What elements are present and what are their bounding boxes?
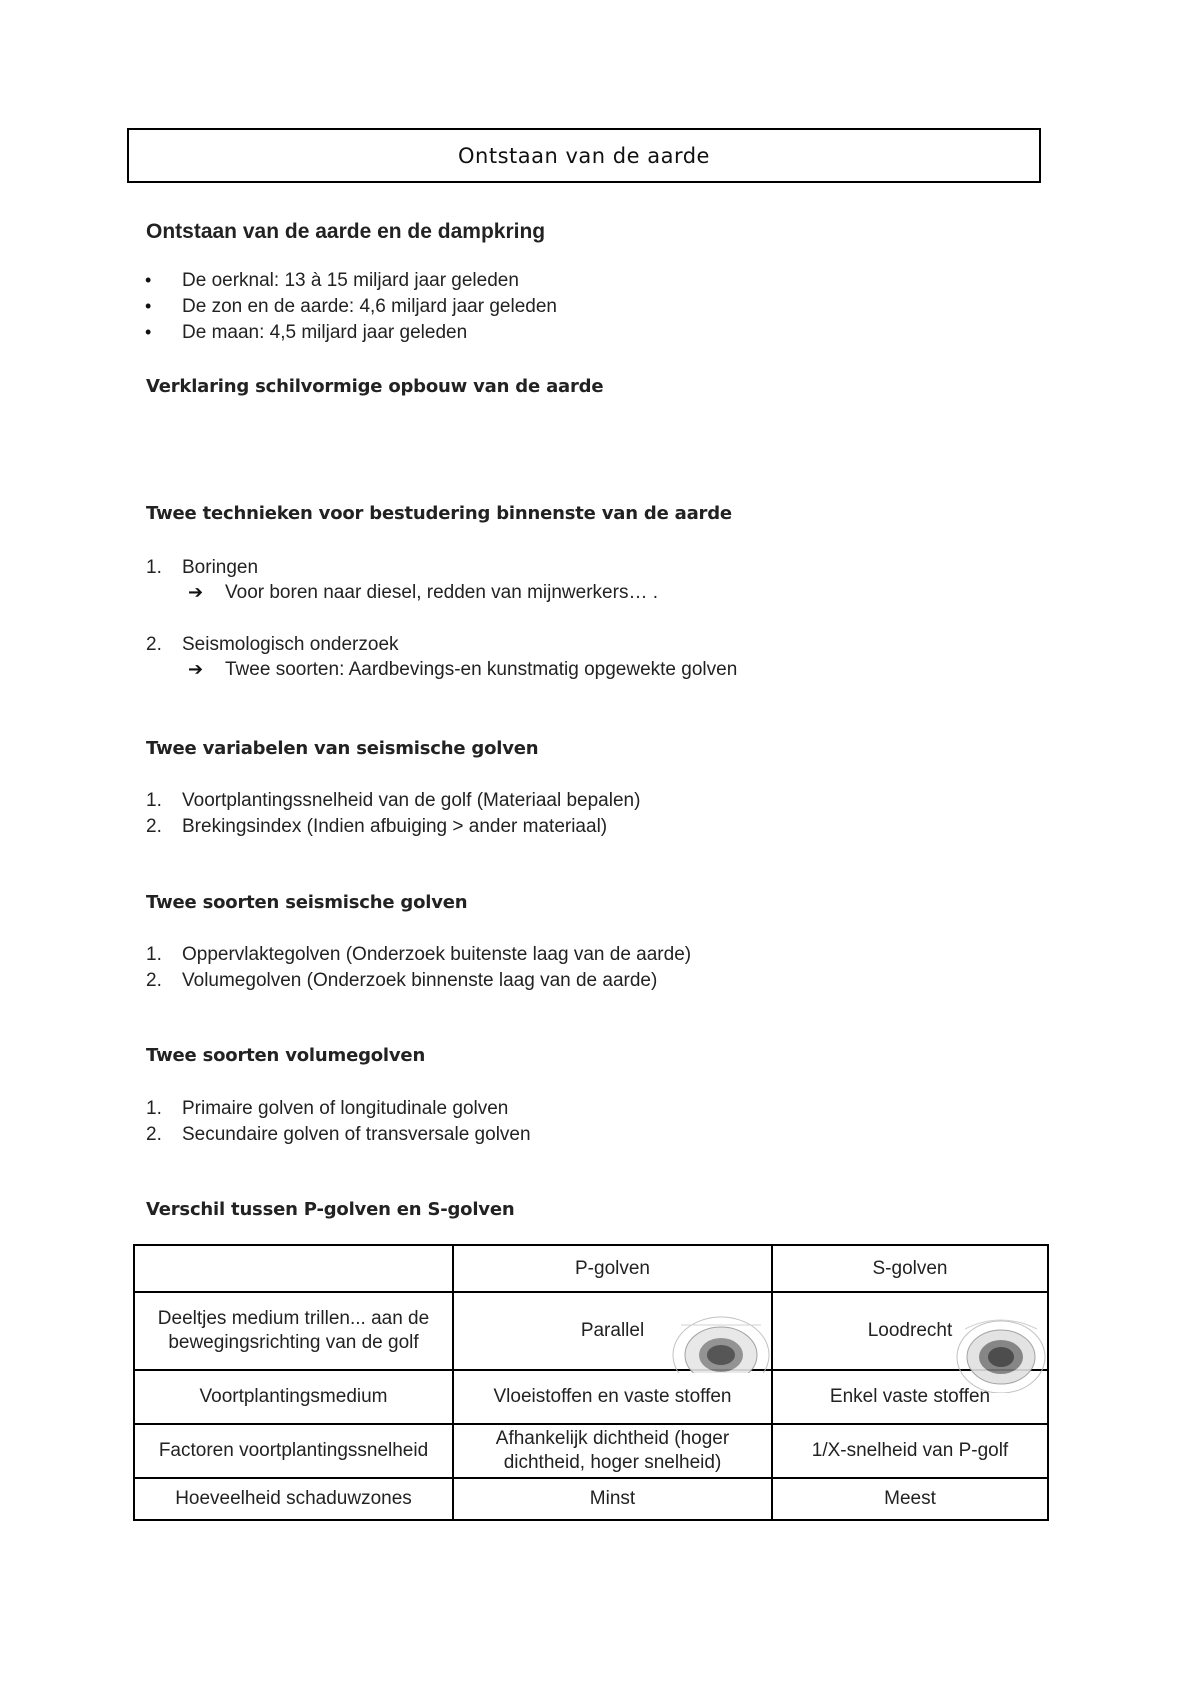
list-item: De zon en de aarde: 4,6 miljard jaar geleden xyxy=(182,296,557,317)
section-heading-verklaring: Verklaring schilvormige opbouw van de aarde xyxy=(146,376,604,397)
table-cell: 1/X-snelheid van P-golf xyxy=(772,1424,1048,1478)
table-cell: Hoeveelheid schaduwzones xyxy=(134,1478,453,1520)
list-number: 1. xyxy=(146,1098,162,1119)
table-cell-text: Parallel xyxy=(580,1320,645,1341)
table-row xyxy=(134,1292,1048,1370)
table-header-cell: S-golven xyxy=(772,1245,1048,1292)
list-item: Boringen xyxy=(182,557,259,578)
list-item: De oerknal: 13 à 15 miljard jaar geleden xyxy=(182,270,519,291)
table-cell: Voortplantingsmedium xyxy=(134,1370,453,1424)
list-item: Voortplantingssnelheid van de golf (Materiaal bepalen) xyxy=(182,790,641,811)
p-wave-diagram-image xyxy=(671,1315,771,1373)
table-header-cell: P-golven xyxy=(453,1245,772,1292)
list-number: 2. xyxy=(146,634,162,655)
table-cell: Enkel vaste stoffen xyxy=(772,1370,1048,1424)
table-header-row xyxy=(134,1245,1048,1292)
bullet-icon: • xyxy=(145,322,152,342)
table-cell: Meest xyxy=(772,1478,1048,1520)
table-row xyxy=(134,1370,1048,1424)
table-row xyxy=(134,1478,1048,1520)
comparison-table xyxy=(133,1244,1049,1521)
table-cell: Vloeistoffen en vaste stoffen xyxy=(453,1370,772,1424)
page-title-text: Ontstaan van de aarde xyxy=(458,143,710,168)
table-cell-text: Deeltjes medium trillen... aan de bewegingsrichting van de golf xyxy=(157,1308,430,1353)
section-heading-volumegolven: Twee soorten volumegolven xyxy=(146,1045,426,1066)
list-number: 2. xyxy=(146,816,162,837)
list-number: 2. xyxy=(146,1124,162,1145)
table-cell xyxy=(453,1292,772,1370)
list-item: Seismologisch onderzoek xyxy=(182,634,399,655)
list-item: Volumegolven (Onderzoek binnenste laag van de aarde) xyxy=(182,970,658,991)
bullet-icon: • xyxy=(145,270,152,290)
table-cell xyxy=(772,1292,1048,1370)
arrow-right-icon: ➔ xyxy=(188,582,204,602)
list-number: 1. xyxy=(146,557,162,578)
list-number: 1. xyxy=(146,790,162,811)
arrow-right-icon: ➔ xyxy=(188,659,204,679)
bullet-icon: • xyxy=(145,296,152,316)
list-number: 1. xyxy=(146,944,162,965)
list-item: Primaire golven of longitudinale golven xyxy=(182,1098,509,1119)
section-heading-ontstaan: Ontstaan van de aarde en de dampkring xyxy=(146,220,546,243)
table-cell xyxy=(134,1292,453,1370)
table-cell-text: Loodrecht xyxy=(867,1320,953,1341)
section-heading-variabelen: Twee variabelen van seismische golven xyxy=(146,738,539,759)
list-item: Brekingsindex (Indien afbuiging > ander materiaal) xyxy=(182,816,608,837)
table-cell: Factoren voortplantingssnelheid xyxy=(134,1424,453,1478)
table-cell: Minst xyxy=(453,1478,772,1520)
list-subitem: Voor boren naar diesel, redden van mijnwerkers… . xyxy=(225,582,659,603)
list-item: Secundaire golven of transversale golven xyxy=(182,1124,531,1145)
section-heading-soorten-golven: Twee soorten seismische golven xyxy=(146,892,468,913)
table-row xyxy=(134,1424,1048,1478)
page-title xyxy=(127,128,1041,183)
list-number: 2. xyxy=(146,970,162,991)
list-item: De maan: 4,5 miljard jaar geleden xyxy=(182,322,468,343)
section-heading-verschil: Verschil tussen P-golven en S-golven xyxy=(146,1199,515,1220)
table-header-cell xyxy=(134,1245,453,1292)
table-cell: Afhankelijk dichtheid (hoger dichtheid, hoger snelheid) xyxy=(453,1424,772,1478)
s-wave-diagram-image xyxy=(955,1315,1047,1393)
list-subitem: Twee soorten: Aardbevings-en kunstmatig opgewekte golven xyxy=(225,659,738,680)
section-heading-technieken: Twee technieken voor bestudering binnenste van de aarde xyxy=(146,503,732,524)
list-item: Oppervlaktegolven (Onderzoek buitenste laag van de aarde) xyxy=(182,944,692,965)
